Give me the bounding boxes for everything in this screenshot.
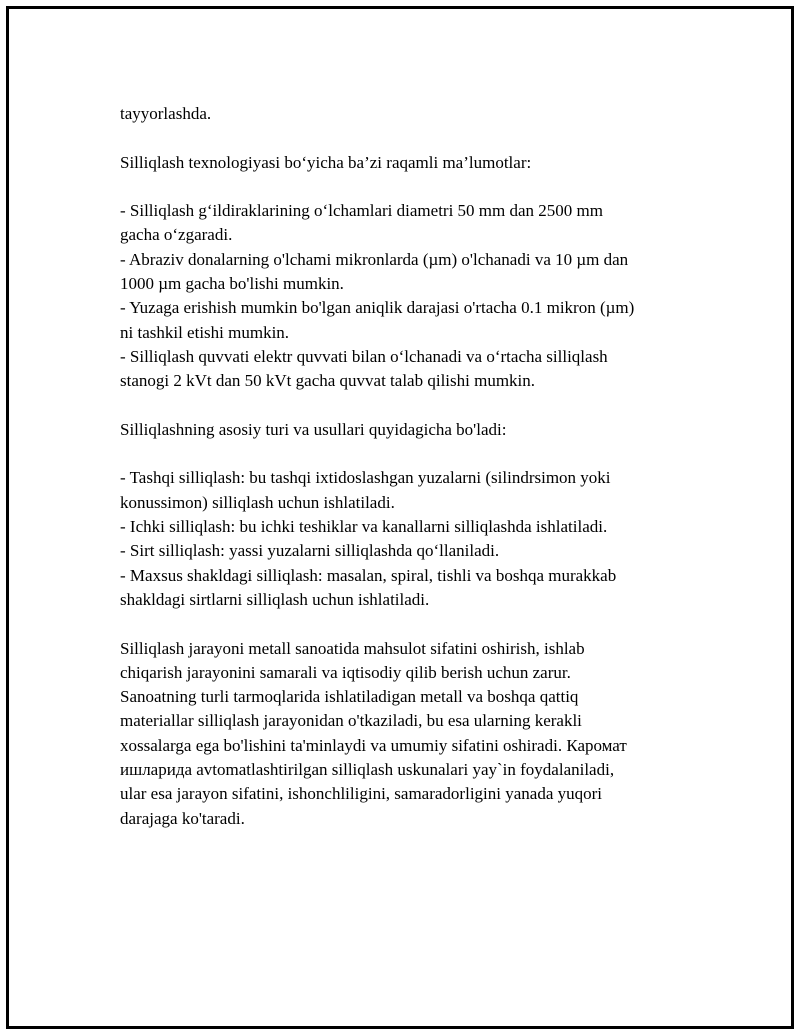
section2-line: - Sirt silliqlash: yassi yuzalarni silliqlashda qo‘llaniladi.: [120, 541, 500, 561]
section2-line: shakldagi sirtlarni silliqlash uchun ishlatiladi.: [120, 589, 430, 609]
section2-line: - Ichki silliqlash: bu ichki teshiklar va kanallarni silliqlashda ishlatiladi.: [120, 517, 608, 537]
conclusion-line: Sanoatning turli tarmoqlarida ishlatiladigan metall va boshqa qattiq: [120, 687, 579, 707]
section1-line: gacha o‘zgaradi.: [120, 225, 233, 245]
conclusion-line: darajaga ko'taradi.: [120, 808, 245, 828]
section2-line: - Maxsus shakldagi silliqlash: masalan, spiral, tishli va boshqa murakkab: [120, 565, 617, 585]
paragraph-gap: [120, 126, 700, 150]
section1-line: ni tashkil etishi mumkin.: [120, 322, 290, 342]
document-body: [120, 102, 700, 831]
section1-line: 1000 µm gacha bo'lishi mumkin.: [120, 274, 344, 294]
document-page: [6, 6, 794, 1029]
paragraph-gap: [120, 394, 700, 418]
section1-line: - Silliqlash quvvati elektr quvvati bilan o‘lchanadi va o‘rtacha silliqlash: [120, 346, 608, 366]
conclusion-line: materiallar silliqlash jarayonidan o'tkaziladi, bu esa ularning kerakli: [120, 711, 582, 731]
paragraph-gap: [120, 175, 700, 199]
conclusion-line: chiqarish jarayonini samarali va iqtisodiy qilib berish uchun zarur.: [120, 662, 571, 682]
section1-line: - Abraziv donalarning o'lchami mikronlarda (µm) o'lchanadi va 10 µm dan: [120, 249, 629, 269]
conclusion-line: ишларида avtomatlashtirilgan silliqlash uskunalari yay`in foydalaniladi,: [120, 760, 615, 780]
intro-line: tayyorlashda.: [120, 104, 212, 123]
section1-heading: Silliqlash texnologiyasi bo‘yicha ba’zi raqamli ma’lumotlar:: [120, 152, 532, 172]
section2-heading: Silliqlashning asosiy turi va usullari quyidagicha bo'ladi:: [120, 419, 507, 439]
section1-line: stanogi 2 kVt dan 50 kVt gacha quvvat talab qilishi mumkin.: [120, 371, 536, 391]
section1-line: - Yuzaga erishish mumkin bo'lgan aniqlik darajasi o'rtacha 0.1 mikron (µm): [120, 298, 635, 318]
section1-line: - Silliqlash g‘ildiraklarining o‘lchamlari diametri 50 mm dan 2500 mm: [120, 201, 603, 221]
conclusion-line: xossalarga ega bo'lishini ta'minlaydi va umumiy sifatini oshiradi. Каромат: [120, 735, 627, 755]
paragraph-gap: [120, 612, 700, 636]
conclusion-line: Silliqlash jarayoni metall sanoatida mahsulot sifatini oshirish, ishlab: [120, 638, 585, 658]
section2-line: - Tashqi silliqlash: bu tashqi ixtidoslashgan yuzalarni (silindrsimon yoki: [120, 468, 611, 488]
paragraph-gap: [120, 442, 700, 466]
conclusion-line: ular esa jarayon sifatini, ishonchliligini, samaradorligini yanada yuqori: [120, 784, 603, 804]
section2-line: konussimon) silliqlash uchun ishlatiladi.: [120, 492, 395, 512]
